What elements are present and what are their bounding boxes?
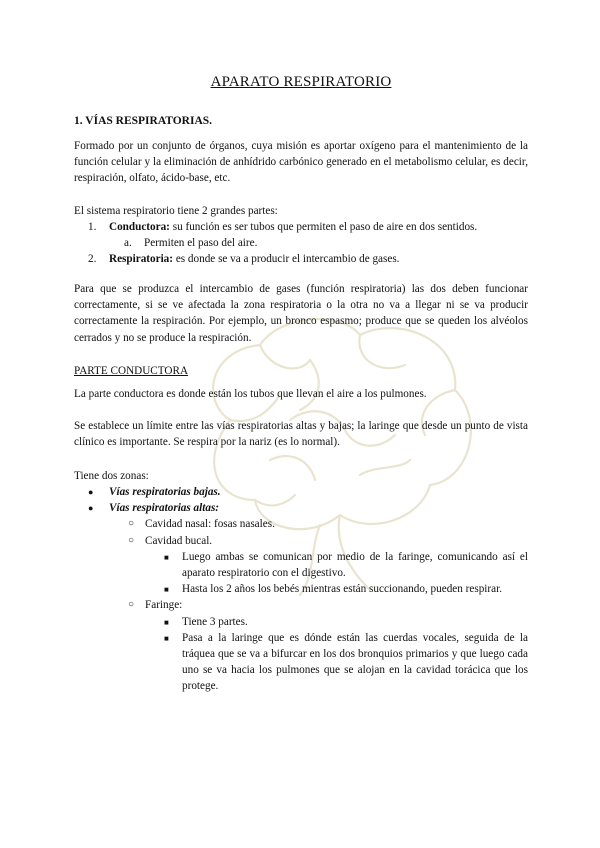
conductora-paragraph: La parte conductora es donde están los tubos que llevan el aire a los pulmones.: [74, 388, 427, 400]
sub-letter: a.: [124, 237, 132, 250]
list-number: 2.: [88, 253, 97, 266]
list-item: [74, 630, 528, 695]
list-item: [74, 219, 528, 251]
bucal-item: Hasta los 2 años los bebés mientras están succionando, pueden respirar.: [182, 583, 503, 596]
list-item: [74, 597, 528, 613]
exchange-paragraph: Para que se produzca el intercambio de gases (función respiratoria) las dos deben funcionar correctamente, si se ve afectada la zona respiratoria o la otra no va a llegar ni se va producir correctamente la respiración. Por ejemplo, un bronco espasmo; produce que se queden los alvéolos cerrados y no se produce la respiración.: [74, 283, 528, 344]
sub-list-item: [124, 235, 578, 251]
circle-bullet-icon: ○: [128, 518, 135, 530]
parts-intro: El sistema respiratorio tiene 2 grandes partes:: [74, 205, 278, 217]
cavidad-nasal: Cavidad nasal: fosas nasales.: [145, 518, 275, 531]
list-item: [74, 251, 528, 267]
list-item: [74, 581, 528, 597]
square-bullet-icon: ■: [164, 585, 169, 595]
circle-bullet-icon: ○: [128, 534, 135, 546]
square-bullet-icon: ■: [164, 617, 169, 627]
square-bullet-icon: ■: [164, 633, 169, 643]
list-item: [74, 484, 528, 500]
intro-paragraph: Formado por un conjunto de órganos, cuya misión es aportar oxígeno para el mantenimiento de la función celular y la eliminación de anhídrido carbónico generado en el metabolismo celular, es decir, respiración, olfato, ácido-base, etc.: [74, 140, 528, 185]
bullet-icon: ●: [88, 487, 94, 497]
sub-text: Permiten el paso del aire.: [144, 237, 258, 250]
parts-list: [74, 219, 528, 268]
zone-bajas: Vías respiratorias bajas.: [109, 486, 221, 498]
faringe: Faringe:: [145, 599, 183, 612]
limit-paragraph: Se establece un límite entre las vías respiratorias altas y bajas; la laringe que desde un punto de vista clínico es importante. Se respira por la nariz (es lo normal).: [74, 420, 528, 449]
part-term: Conductora:: [109, 221, 170, 233]
list-item: [74, 516, 528, 532]
list-item: [74, 533, 528, 549]
page-title: APARATO RESPIRATORIO: [210, 74, 392, 90]
cavidad-bucal: Cavidad bucal.: [145, 534, 213, 547]
list-item: [74, 549, 528, 581]
zones-intro: Tiene dos zonas:: [74, 470, 149, 482]
faringe-item: Pasa a la laringe que es dónde están las cuerdas vocales, seguida de la tráquea que se va a bifurcar en los dos bronquios primarios y que luego cada uno se va hacia los pulmones que se alojan en la cavidad torácica que los protege.: [182, 631, 528, 693]
section-heading-parte-conductora: PARTE CONDUCTORA: [74, 365, 189, 377]
list-item: [74, 500, 528, 516]
square-bullet-icon: ■: [164, 552, 169, 562]
part-term: Respiratoria:: [109, 253, 174, 266]
faringe-item: Tiene 3 partes.: [182, 615, 248, 628]
circle-bullet-icon: ○: [128, 599, 135, 611]
list-item: [74, 614, 528, 630]
zone-altas: Vías respiratorias altas:: [109, 502, 220, 515]
part-text: su función es ser tubos que permiten el paso de aire en dos sentidos.: [169, 221, 478, 233]
part-text: es donde se va a producir el intercambio de gases.: [173, 253, 400, 266]
section-heading-vias-respiratorias: 1. VÍAS RESPIRATORIAS.: [74, 115, 213, 127]
zones-list: [74, 484, 528, 695]
list-number: 1.: [88, 221, 97, 233]
bucal-item: Luego ambas se comunican por medio de la faringe, comunicando así el aparato respiratorio con el digestivo.: [182, 550, 528, 580]
bullet-icon: ●: [88, 503, 94, 514]
